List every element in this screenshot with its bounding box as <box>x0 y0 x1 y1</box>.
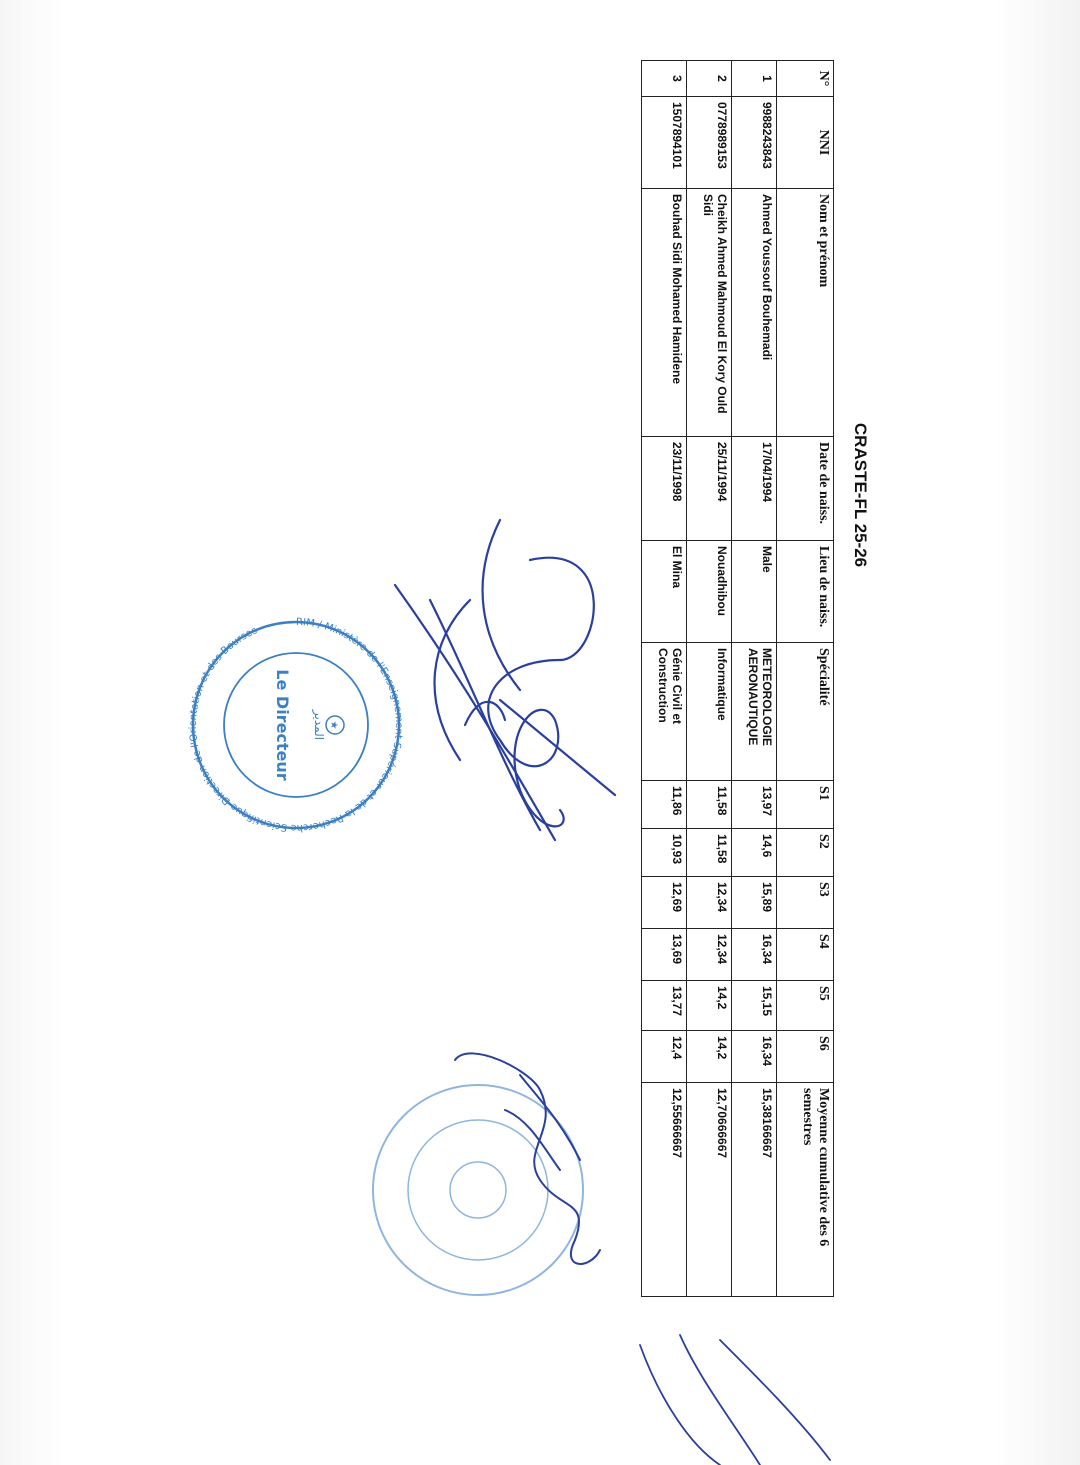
cell-average: 12,70666667 <box>687 1083 732 1297</box>
cell-s5: 13,77 <box>642 981 687 1031</box>
cell-s4: 16,34 <box>732 929 777 981</box>
header-average: Moyenne cumulative des 6 semestres <box>777 1083 834 1297</box>
rotated-document <box>60 60 1060 1400</box>
cell-s2: 10,93 <box>642 829 687 877</box>
cell-birth-place: El Mina <box>642 541 687 643</box>
header-s6: S6 <box>777 1031 834 1083</box>
cell-name: Bouhad Sidi Mohamed Hamidene <box>642 189 687 437</box>
cell-name: Cheikh Ahmed Mahmoud El Kory Ould Sidi <box>687 189 732 437</box>
stamp-ring-text: RIM / Ministère de l'Enseignement Supérieur et de la Recherche Scientifique Direction de l'Orientation et des Bourses <box>187 616 405 834</box>
cell-birth-place: Male <box>732 541 777 643</box>
cell-no: 1 <box>732 61 777 97</box>
table-header-row <box>777 61 834 1297</box>
table-row <box>642 61 687 1297</box>
header-specialty: Spécialité <box>777 643 834 781</box>
cell-s3: 12,69 <box>642 877 687 929</box>
cell-birth-place: Nouadhibou <box>687 541 732 643</box>
header-s4: S4 <box>777 929 834 981</box>
cell-s5: 14,2 <box>687 981 732 1031</box>
cell-s2: 14,6 <box>732 829 777 877</box>
cell-no: 2 <box>687 61 732 97</box>
cell-average: 12,55666667 <box>642 1083 687 1297</box>
document-title: CRASTE-FL 25-26 <box>851 422 870 568</box>
cell-average: 15,38166667 <box>732 1083 777 1297</box>
cell-s4: 13,69 <box>642 929 687 981</box>
cell-s1: 11,58 <box>687 781 732 829</box>
cell-name: Ahmed Youssouf Bouhemadi <box>732 189 777 437</box>
header-s2: S2 <box>777 829 834 877</box>
students-table <box>641 60 834 1297</box>
cell-s1: 13,97 <box>732 781 777 829</box>
cell-birth-date: 25/11/1994 <box>687 437 732 541</box>
cell-birth-date: 17/04/1994 <box>732 437 777 541</box>
header-name: Nom et prénom <box>777 189 834 437</box>
cell-s6: 12,4 <box>642 1031 687 1083</box>
header-birth-date: Date de naiss. <box>777 437 834 541</box>
cell-specialty: Génie Civil et Construction <box>642 643 687 781</box>
cell-s6: 14,2 <box>687 1031 732 1083</box>
cell-s6: 16,34 <box>732 1031 777 1083</box>
header-birth-place: Lieu de naiss. <box>777 541 834 643</box>
table-row <box>732 61 777 1297</box>
cell-s3: 15,89 <box>732 877 777 929</box>
cell-s1: 11,86 <box>642 781 687 829</box>
table-row <box>687 61 732 1297</box>
cell-s2: 11,58 <box>687 829 732 877</box>
stamp-title: Le Directeur <box>273 669 292 781</box>
header-nni: NNI <box>777 97 834 189</box>
stamp-arabic-center: المدير <box>312 709 326 741</box>
cell-s4: 12,34 <box>687 929 732 981</box>
cell-no: 3 <box>642 61 687 97</box>
cell-nni: 1507894101 <box>642 97 687 189</box>
header-s5: S5 <box>777 981 834 1031</box>
header-s1: S1 <box>777 781 834 829</box>
cell-nni: 0778989153 <box>687 97 732 189</box>
cell-specialty: METEOROLOGIE AERONAUTIQUE <box>732 643 777 781</box>
header-s3: S3 <box>777 877 834 929</box>
cell-nni: 9988243843 <box>732 97 777 189</box>
cell-specialty: Informatique <box>687 643 732 781</box>
cell-birth-date: 23/11/1998 <box>642 437 687 541</box>
cell-s5: 15,15 <box>732 981 777 1031</box>
cell-s3: 12,34 <box>687 877 732 929</box>
svg-text:★: ★ <box>328 720 339 730</box>
header-no: N° <box>777 61 834 97</box>
